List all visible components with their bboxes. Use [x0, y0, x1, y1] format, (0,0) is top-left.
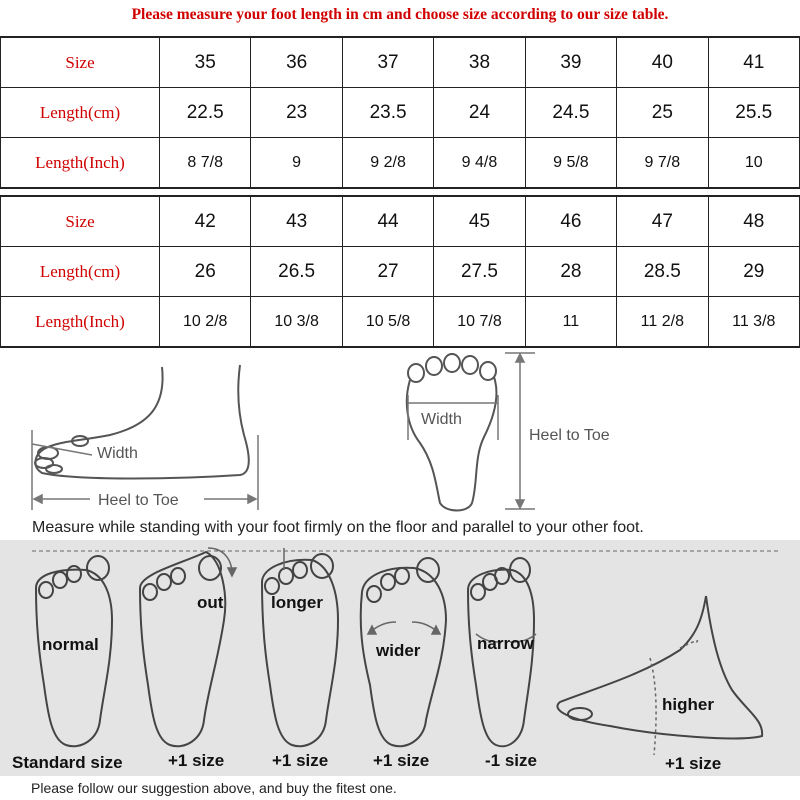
size-cell: 39 [525, 37, 616, 88]
length-inch-cell: 11 3/8 [708, 297, 799, 348]
length-cm-cell: 27 [342, 247, 433, 297]
foot-type-label-wider: wider [376, 641, 421, 660]
foot-type-label-longer: longer [271, 593, 323, 612]
foot-type-label-out: out [197, 593, 224, 612]
size-cell: 38 [434, 37, 525, 88]
size-cell: 42 [160, 196, 251, 247]
length-inch-cell: 9 7/8 [617, 138, 708, 189]
sole-view-foot-figure [407, 354, 497, 511]
size-advice-longer: +1 size [272, 751, 329, 770]
length-inch-cell: 11 2/8 [617, 297, 708, 348]
length-inch-cell: 10 2/8 [160, 297, 251, 348]
length-cm-row [1, 88, 800, 138]
length-cm-row [1, 247, 800, 297]
sole-length-label: Heel to Toe [529, 427, 610, 444]
length-cm-cell: 25.5 [708, 88, 799, 138]
length-inch-cell: 8 7/8 [160, 138, 251, 189]
size-cell: 43 [251, 196, 342, 247]
size-advice-narrow: -1 size [485, 751, 537, 770]
length-inch-row [1, 297, 800, 348]
length-inch-cell: 10 [708, 138, 799, 189]
measuring-instruction: Measure while standing with your foot firmly on the floor and parallel to your other foot. [32, 519, 644, 536]
size-cell: 47 [617, 196, 708, 247]
side-view-foot-figure [35, 365, 249, 479]
length-cm-cell: 24.5 [525, 88, 616, 138]
length-inch-cell: 9 2/8 [342, 138, 433, 189]
length-cm-cell: 26 [160, 247, 251, 297]
length-inch-cell: 11 [525, 297, 616, 348]
length-cm-cell: 27.5 [434, 247, 525, 297]
length-cm-cell: 29 [708, 247, 799, 297]
size-advice-higher: +1 size [665, 754, 722, 773]
length-cm-cell: 26.5 [251, 247, 342, 297]
measuring-diagrams [0, 345, 800, 517]
size-cell: 45 [434, 196, 525, 247]
size-advice-out: +1 size [168, 751, 225, 770]
size-cell: 37 [342, 37, 433, 88]
size-advice-normal: Standard size [12, 753, 123, 772]
sole-width-label: Width [421, 411, 462, 428]
size-cell: 44 [342, 196, 433, 247]
size-guide-headline: Please measure your foot length in cm and choose size according to our size table. [131, 6, 669, 23]
size-cell: 35 [160, 37, 251, 88]
size-row-label: Size [1, 37, 160, 88]
length-inch-cell: 10 3/8 [251, 297, 342, 348]
length-cm-cell: 23.5 [342, 88, 433, 138]
foot-type-label-narrow: narrow [477, 634, 534, 653]
size-table-small [0, 36, 800, 189]
length-cm-cell: 22.5 [160, 88, 251, 138]
size-table-large [0, 195, 800, 348]
footer-note: Please follow our suggestion above, and buy the fitest one. [31, 780, 397, 796]
length-cm-row-label: Length(cm) [1, 247, 160, 297]
size-row [1, 196, 800, 247]
length-cm-row-label: Length(cm) [1, 88, 160, 138]
size-cell: 40 [617, 37, 708, 88]
size-cell: 41 [708, 37, 799, 88]
length-cm-cell: 28 [525, 247, 616, 297]
length-cm-cell: 23 [251, 88, 342, 138]
side-length-label: Heel to Toe [98, 492, 179, 509]
foot-type-panel [0, 540, 800, 776]
foot-type-label-normal: normal [42, 635, 99, 654]
length-inch-row-label: Length(Inch) [1, 138, 160, 189]
size-cell: 48 [708, 196, 799, 247]
length-cm-cell: 24 [434, 88, 525, 138]
foot-type-label-higher: higher [662, 695, 714, 714]
length-cm-cell: 25 [617, 88, 708, 138]
length-inch-row-label: Length(Inch) [1, 297, 160, 348]
length-cm-cell: 28.5 [617, 247, 708, 297]
length-inch-row [1, 138, 800, 189]
length-inch-cell: 10 5/8 [342, 297, 433, 348]
size-advice-wider: +1 size [373, 751, 430, 770]
length-inch-cell: 9 4/8 [434, 138, 525, 189]
side-width-label: Width [97, 445, 138, 462]
length-inch-cell: 10 7/8 [434, 297, 525, 348]
size-cell: 46 [525, 196, 616, 247]
length-inch-cell: 9 [251, 138, 342, 189]
size-row [1, 37, 800, 88]
size-row-label: Size [1, 196, 160, 247]
length-inch-cell: 9 5/8 [525, 138, 616, 189]
size-cell: 36 [251, 37, 342, 88]
